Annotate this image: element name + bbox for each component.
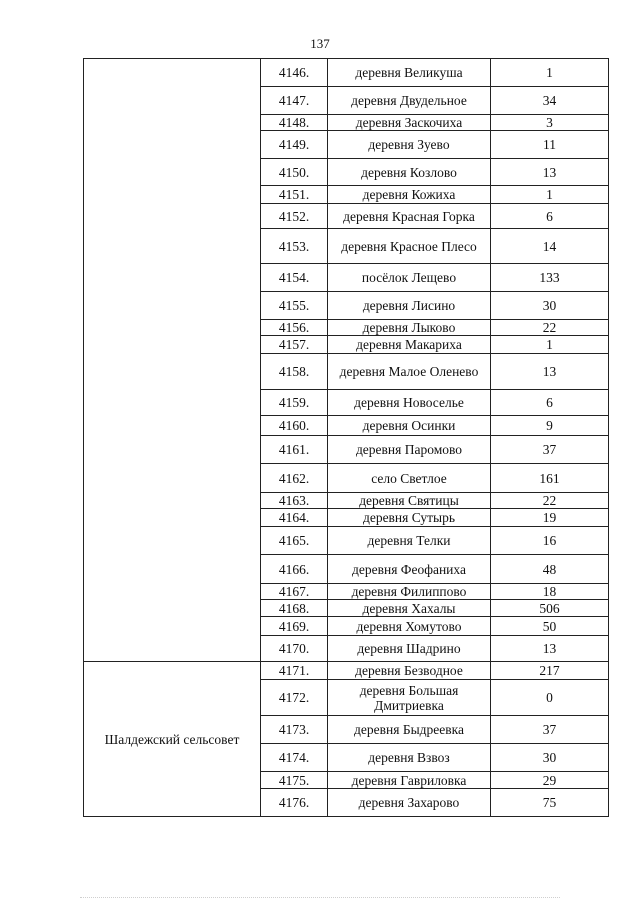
row-number-cell: 4155.	[261, 292, 328, 320]
population-cell: 13	[491, 636, 609, 662]
settlement-name-cell: деревня Двудельное	[328, 87, 491, 115]
row-number-cell: 4159.	[261, 390, 328, 416]
settlement-name-cell: деревня Кожиха	[328, 186, 491, 204]
row-number-cell: 4172.	[261, 680, 328, 716]
population-cell: 22	[491, 320, 609, 336]
settlement-name-cell: деревня Зуево	[328, 131, 491, 159]
row-number-cell: 4160.	[261, 416, 328, 436]
population-cell: 13	[491, 159, 609, 186]
population-cell: 1	[491, 59, 609, 87]
population-cell: 14	[491, 229, 609, 264]
settlement-name-cell: деревня Осинки	[328, 416, 491, 436]
settlement-name-cell: деревня Телки	[328, 527, 491, 555]
population-cell: 30	[491, 292, 609, 320]
settlement-name-cell: деревня Макариха	[328, 336, 491, 354]
row-number-cell: 4167.	[261, 584, 328, 600]
row-number-cell: 4171.	[261, 662, 328, 680]
table-row	[84, 59, 609, 87]
row-number-cell: 4149.	[261, 131, 328, 159]
soviet-name-cell: Шалдежский сельсовет	[84, 662, 261, 817]
row-number-cell: 4173.	[261, 716, 328, 744]
row-number-cell: 4146.	[261, 59, 328, 87]
population-cell: 16	[491, 527, 609, 555]
settlement-name-cell: деревня Лисино	[328, 292, 491, 320]
settlement-name-cell: деревня Малое Оленево	[328, 354, 491, 390]
settlement-name-cell: деревня Сутырь	[328, 509, 491, 527]
row-number-cell: 4154.	[261, 264, 328, 292]
row-number-cell: 4166.	[261, 555, 328, 584]
row-number-cell: 4157.	[261, 336, 328, 354]
population-cell: 133	[491, 264, 609, 292]
settlement-name-cell: деревня Безводное	[328, 662, 491, 680]
settlement-name-cell: деревня Заскочиха	[328, 115, 491, 131]
settlement-name-cell: деревня Феофаниха	[328, 555, 491, 584]
settlement-name-cell: деревня Козлово	[328, 159, 491, 186]
population-cell: 3	[491, 115, 609, 131]
row-number-cell: 4168.	[261, 600, 328, 617]
row-number-cell: 4150.	[261, 159, 328, 186]
settlement-name-cell: село Светлое	[328, 464, 491, 493]
population-cell: 48	[491, 555, 609, 584]
population-cell: 29	[491, 772, 609, 789]
population-cell: 506	[491, 600, 609, 617]
population-cell: 37	[491, 716, 609, 744]
row-number-cell: 4151.	[261, 186, 328, 204]
row-number-cell: 4148.	[261, 115, 328, 131]
population-cell: 11	[491, 131, 609, 159]
row-number-cell: 4152.	[261, 204, 328, 229]
population-cell: 6	[491, 204, 609, 229]
population-cell: 217	[491, 662, 609, 680]
row-number-cell: 4169.	[261, 617, 328, 636]
settlement-name-cell: деревня Лыково	[328, 320, 491, 336]
settlements-table-body	[84, 59, 609, 817]
row-number-cell: 4175.	[261, 772, 328, 789]
population-cell: 9	[491, 416, 609, 436]
settlement-name-cell: деревня Взвоз	[328, 744, 491, 772]
population-cell: 22	[491, 493, 609, 509]
settlement-name-cell: деревня Великуша	[328, 59, 491, 87]
settlement-name-cell: деревня Гавриловка	[328, 772, 491, 789]
settlement-name-cell: деревня Большая Дмитриевка	[328, 680, 491, 716]
population-cell: 13	[491, 354, 609, 390]
settlements-table	[83, 58, 609, 817]
population-cell: 19	[491, 509, 609, 527]
settlement-name-cell: деревня Захарово	[328, 789, 491, 817]
settlement-name-cell: деревня Паромово	[328, 436, 491, 464]
row-number-cell: 4170.	[261, 636, 328, 662]
row-number-cell: 4156.	[261, 320, 328, 336]
row-number-cell: 4165.	[261, 527, 328, 555]
population-cell: 0	[491, 680, 609, 716]
population-cell: 6	[491, 390, 609, 416]
scan-artifact-line	[80, 897, 560, 900]
row-number-cell: 4164.	[261, 509, 328, 527]
settlement-name-cell: посёлок Лещево	[328, 264, 491, 292]
population-cell: 30	[491, 744, 609, 772]
settlement-name-cell: деревня Шадрино	[328, 636, 491, 662]
population-cell: 1	[491, 186, 609, 204]
settlement-name-cell: деревня Хахалы	[328, 600, 491, 617]
population-cell: 161	[491, 464, 609, 493]
settlement-name-cell: деревня Филиппово	[328, 584, 491, 600]
page-number: 137	[310, 36, 330, 51]
soviet-name-cell	[84, 59, 261, 662]
population-cell: 50	[491, 617, 609, 636]
row-number-cell: 4147.	[261, 87, 328, 115]
row-number-cell: 4161.	[261, 436, 328, 464]
row-number-cell: 4176.	[261, 789, 328, 817]
row-number-cell: 4153.	[261, 229, 328, 264]
settlement-name-cell: деревня Новоселье	[328, 390, 491, 416]
table-row	[84, 662, 609, 680]
population-cell: 75	[491, 789, 609, 817]
population-cell: 34	[491, 87, 609, 115]
settlement-name-cell: деревня Красная Горка	[328, 204, 491, 229]
row-number-cell: 4163.	[261, 493, 328, 509]
population-cell: 37	[491, 436, 609, 464]
row-number-cell: 4162.	[261, 464, 328, 493]
settlement-name-cell: деревня Быдреевка	[328, 716, 491, 744]
settlement-name-cell: деревня Святицы	[328, 493, 491, 509]
settlement-name-cell: деревня Хомутово	[328, 617, 491, 636]
row-number-cell: 4174.	[261, 744, 328, 772]
row-number-cell: 4158.	[261, 354, 328, 390]
population-cell: 1	[491, 336, 609, 354]
population-cell: 18	[491, 584, 609, 600]
settlement-name-cell: деревня Красное Плесо	[328, 229, 491, 264]
